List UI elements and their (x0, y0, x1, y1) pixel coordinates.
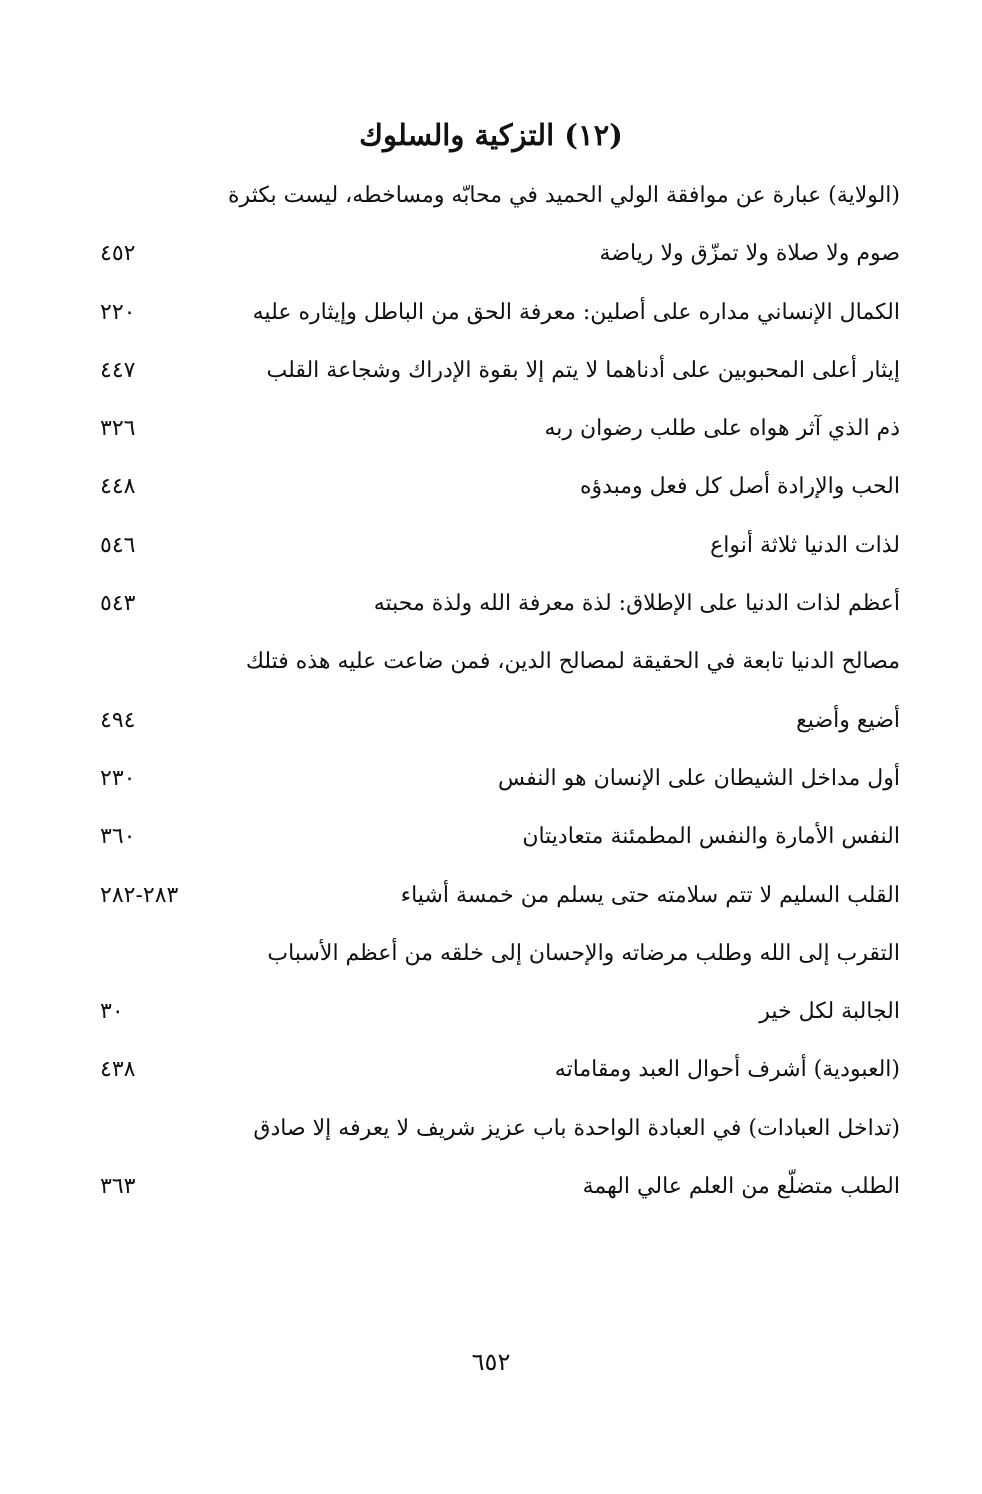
index-entry (0, 991, 982, 1049)
entry-page-number: ٤٥٢ (100, 241, 136, 267)
index-entry (0, 408, 982, 466)
entry-text: مصالح الدنيا تابعة في الحقيقة لمصالح الدين، فمن ضاعت عليه هذه فتلك (245, 649, 900, 675)
entry-text: التقرب إلى الله وطلب مرضاته والإحسان إلى خلقه من أعظم الأسباب (267, 940, 900, 966)
entry-text: الكمال الإنساني مداره على أصلين: معرفة الحق من الباطل وإيثاره عليه (252, 299, 900, 325)
index-entry (0, 816, 982, 874)
entry-text: أعظم لذات الدنيا على الإطلاق: لذة معرفة الله ولذة محبته (373, 591, 900, 617)
index-entry (0, 700, 982, 758)
entry-text: النفس الأمارة والنفس المطمئنة متعاديتان (522, 824, 900, 850)
entry-text: الطلب متضلّع من العلم عالي الهمة (582, 1174, 900, 1200)
entry-text: (الولاية) عبارة عن موافقة الولي الحميد في محابّه ومساخطه، ليست بكثرة (228, 183, 900, 208)
index-entry (0, 175, 982, 233)
entry-text: (العبودية) أشرف أحوال العبد ومقاماته (554, 1057, 900, 1083)
entry-text: (تداخل العبادات) في العبادة الواحدة باب عزيز شريف لا يعرفه إلا صادق (253, 1115, 900, 1141)
section-heading: (١٢) التزكية والسلوك (359, 118, 623, 152)
entry-text: أضيع وأضيع (796, 707, 900, 733)
entry-page-number: ٤٤٨ (100, 474, 136, 500)
entry-text: الحب والإرادة أصل كل فعل ومبدؤه (579, 474, 900, 500)
index-entry (0, 641, 982, 699)
entry-page-number: ٥٤٦ (100, 532, 136, 558)
entry-text: ذم الذي آثر هواه على طلب رضوان ربه (544, 416, 900, 442)
entry-text: القلب السليم لا تتم سلامته حتى يسلم من خمسة أشياء (400, 882, 900, 908)
entry-page-number: ٣٦٠ (100, 824, 136, 850)
entry-page-number: ٢٨٣-٢٨٢ (100, 882, 179, 908)
entry-page-number: ٣٦٣ (100, 1174, 136, 1200)
index-entry (0, 233, 982, 291)
index-entry (0, 1166, 982, 1224)
entry-page-number: ٥٤٣ (100, 591, 136, 617)
index-entry (0, 758, 982, 816)
index-entry (0, 1049, 982, 1107)
entry-page-number: ٢٢٠ (100, 299, 136, 325)
entry-text: أول مداخل الشيطان على الإنسان هو النفس (498, 765, 900, 791)
entry-page-number: ٣٢٦ (100, 416, 136, 442)
entry-text: إيثار أعلى المحبوبين على أدناهما لا يتم إلا بقوة الإدراك وشجاعة القلب (266, 357, 900, 383)
index-entry (0, 350, 982, 408)
entry-page-number: ٣٠ (100, 999, 124, 1025)
entry-page-number: ٢٣٠ (100, 765, 136, 791)
entry-page-number: ٤٤٧ (100, 357, 136, 383)
entry-text: صوم ولا صلاة ولا تمزّق ولا رياضة (599, 241, 900, 267)
index-entry (0, 875, 982, 933)
entry-text: الجالبة لكل خير (759, 999, 900, 1025)
index-entry (0, 525, 982, 583)
index-entry (0, 1108, 982, 1166)
index-entries (0, 175, 982, 1224)
entry-page-number: ٤٣٨ (100, 1057, 136, 1083)
entry-text: لذات الدنيا ثلاثة أنواع (710, 532, 900, 558)
page-number: ٦٥٢ (471, 1348, 511, 1376)
entry-page-number: ٤٩٤ (100, 707, 136, 733)
index-entry (0, 933, 982, 991)
index-entry (0, 466, 982, 524)
index-entry (0, 583, 982, 641)
index-entry (0, 292, 982, 350)
